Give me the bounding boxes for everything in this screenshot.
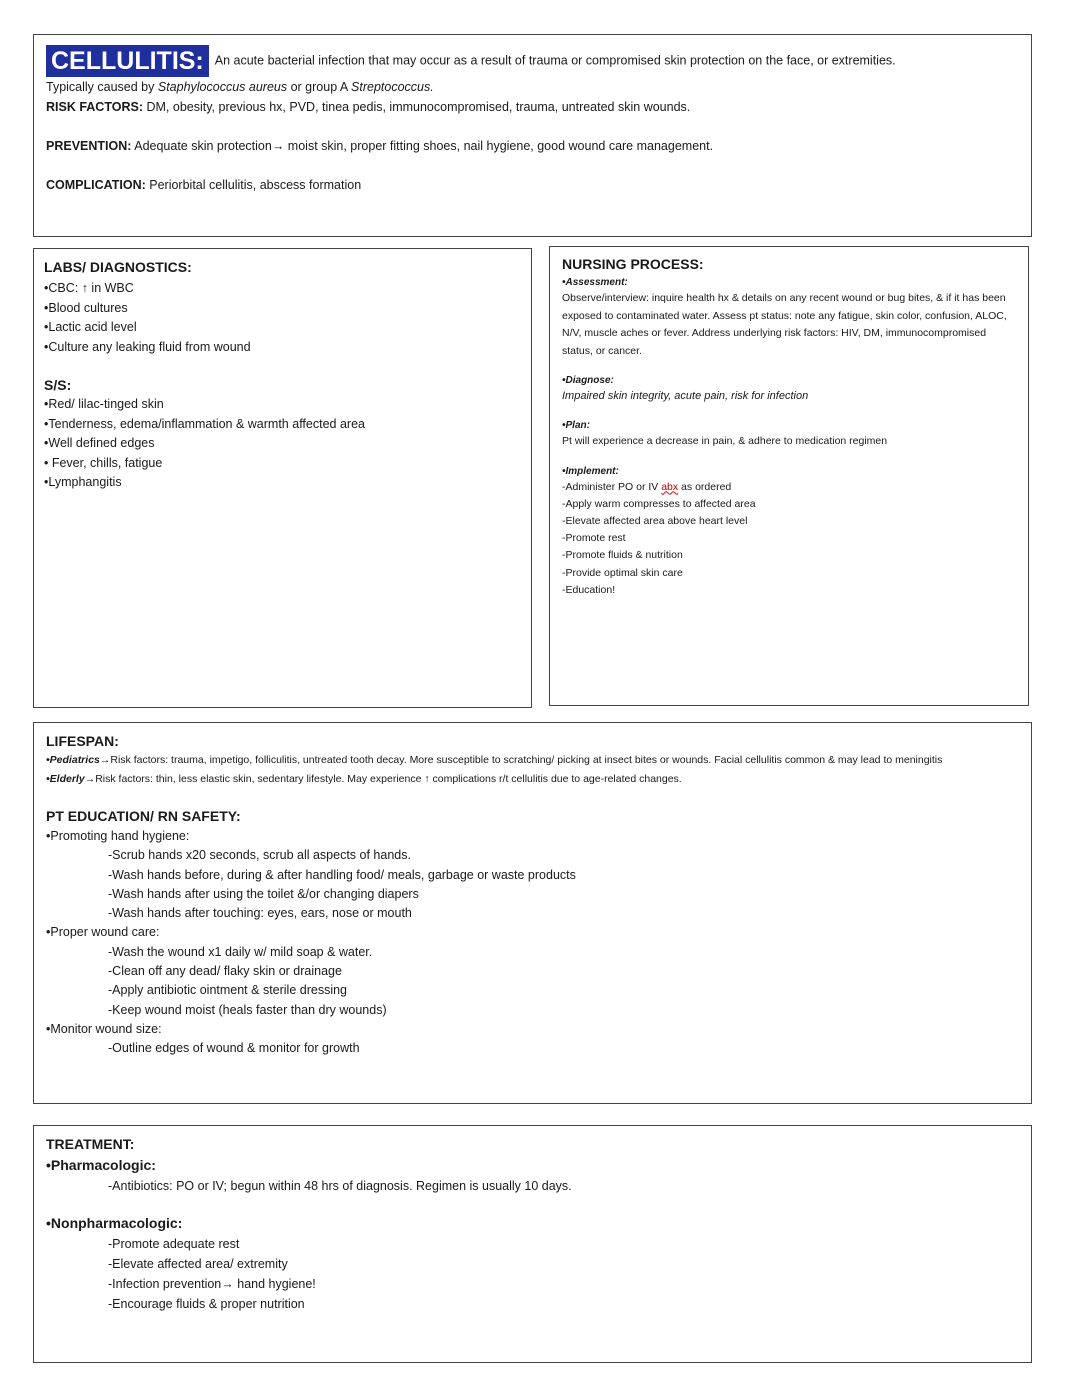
complication-label: COMPLICATION: (46, 178, 146, 192)
list-item: •Lactic acid level (44, 320, 137, 334)
list-item: -Antibiotics: PO or IV; begun within 48 hrs of diagnosis. Regimen is usually 10 days. (108, 1179, 572, 1193)
list-item: •Well defined edges (44, 436, 155, 450)
risk-factors-text: DM, obesity, previous hx, PVD, tinea pedis, immunocompromised, trauma, untreated skin wounds. (146, 100, 691, 114)
definition-line (46, 45, 1019, 77)
assessment-label: •Assessment: (562, 277, 628, 288)
list-item: -Elevate affected area/ extremity (108, 1257, 288, 1271)
list-item: -Outline edges of wound & monitor for growth (108, 1041, 360, 1056)
elderly-text: Risk factors: thin, less elastic skin, sedentary lifestyle. May experience ↑ complications r/t cellulitis due to age-related changes. (95, 773, 682, 785)
treatment-section (33, 1125, 1032, 1363)
lifespan-education-section (33, 722, 1032, 1104)
list-header: •Monitor wound size: (46, 1021, 162, 1036)
nursing-process-section (549, 246, 1029, 706)
lifespan-title: LIFESPAN: (46, 733, 119, 749)
pharmacologic-label: •Pharmacologic: (46, 1157, 156, 1173)
implement-label: •Implement: (562, 465, 619, 477)
list-item: •Tenderness, edema/inflammation & warmth affected area (44, 416, 365, 431)
list-item: •Culture any leaking fluid from wound (44, 339, 251, 354)
complication-text: Periorbital cellulitis, abscess formation (149, 178, 362, 192)
list-item: •CBC: ↑ in WBC (44, 281, 134, 295)
cause-line: Typically caused by Staphylococcus aureus or group A Streptococcus. (46, 80, 434, 94)
assessment-text: Observe/interview: inquire health hx & details on any recent wound or bug bites, & if it has been exposed to contaminated water. Assess pt status: note any fatigue, skin color, confusion, ALOC, N/V, muscle aches or fever. Address underlying risk factors: HIV, DM, immunocompromised status, or cancer. (562, 292, 1007, 357)
implement-list (562, 479, 1016, 599)
list-item: -Keep wound moist (heals faster than dry wounds) (108, 1002, 387, 1017)
definition-text: An acute bacterial infection that may occur as a result of trauma or compromised skin protection on the face, or extremities. (214, 53, 896, 68)
list-header: •Proper wound care: (46, 925, 160, 940)
list-item: -Encourage fluids & proper nutrition (108, 1297, 305, 1311)
education-list (46, 827, 1019, 1059)
diagnose-label: •Diagnose: (562, 375, 614, 386)
list-item: -Education! (562, 583, 616, 596)
list-item: -Apply warm compresses to affected area (562, 497, 756, 510)
plan-label: •Plan: (562, 420, 590, 431)
pediatrics-text: Risk factors: trauma, impetigo, folliculitis, untreated tooth decay. More susceptible to scratching/ picking at insect bites or wounds. Facial cellulitis common & may lead to meningitis (110, 754, 943, 766)
list-item: -Scrub hands x20 seconds, scrub all aspects of hands. (108, 848, 411, 863)
overview-section (33, 34, 1032, 237)
list-item: -Elevate affected area above heart level (562, 514, 748, 527)
ss-list (44, 395, 521, 493)
list-item: -Provide optimal skin care (562, 566, 683, 579)
pediatrics-line (46, 751, 1019, 770)
list-item: -Wash hands after using the toilet &/or changing diapers (108, 886, 419, 901)
education-title: PT EDUCATION/ RN SAFETY: (46, 808, 241, 824)
list-item: •Lymphangitis (44, 475, 122, 489)
plan-text: Pt will experience a decrease in pain, & adhere to medication regimen (562, 435, 888, 447)
complication-line (46, 175, 1019, 195)
list-item: •Blood cultures (44, 300, 128, 315)
list-item: -Wash hands before, during & after handling food/ meals, garbage or waste products (108, 867, 576, 882)
list-item: -Administer PO or IV abx as ordered (562, 480, 732, 493)
list-item: • Fever, chills, fatigue (44, 455, 163, 470)
list-item: •Red/ lilac-tinged skin (44, 397, 164, 411)
list-item: -Wash hands after touching: eyes, ears, nose or mouth (108, 906, 412, 921)
elderly-line (46, 770, 1019, 789)
list-item: -Promote adequate rest (108, 1237, 240, 1251)
list-item: -Promote fluids & nutrition (562, 549, 683, 562)
prevention-label: PREVENTION: (46, 139, 132, 153)
prevention-text: Adequate skin protection→ moist skin, proper fitting shoes, nail hygiene, good wound care management. (134, 139, 714, 153)
spellcheck-flag: abx (661, 480, 679, 493)
list-header: •Promoting hand hygiene: (46, 829, 190, 843)
list-item: -Wash the wound x1 daily w/ mild soap & water. (108, 944, 373, 959)
list-item: -Promote rest (562, 532, 626, 545)
treatment-title: TREATMENT: (46, 1136, 135, 1152)
elderly-label: •Elderly→ (46, 773, 96, 785)
list-item: -Infection prevention→ hand hygiene! (108, 1277, 316, 1291)
nonpharmacologic-label: •Nonpharmacologic: (46, 1215, 183, 1231)
risk-factors-line (46, 97, 1019, 117)
list-item: -Clean off any dead/ flaky skin or drainage (108, 964, 342, 979)
labs-ss-section (33, 248, 532, 708)
nursing-title: NURSING PROCESS: (562, 256, 704, 272)
page-title: CELLULITIS: (46, 45, 209, 77)
list-item: -Apply antibiotic ointment & sterile dressing (108, 983, 348, 998)
risk-factors-label: RISK FACTORS: (46, 100, 143, 114)
pediatrics-label: •Pediatrics→ (46, 754, 111, 766)
prevention-line (46, 136, 1019, 156)
ss-title: S/S: (44, 377, 72, 393)
labs-title: LABS/ DIAGNOSTICS: (44, 259, 192, 275)
labs-list (44, 279, 521, 357)
diagnose-text: Impaired skin integrity, acute pain, risk for infection (562, 390, 809, 402)
